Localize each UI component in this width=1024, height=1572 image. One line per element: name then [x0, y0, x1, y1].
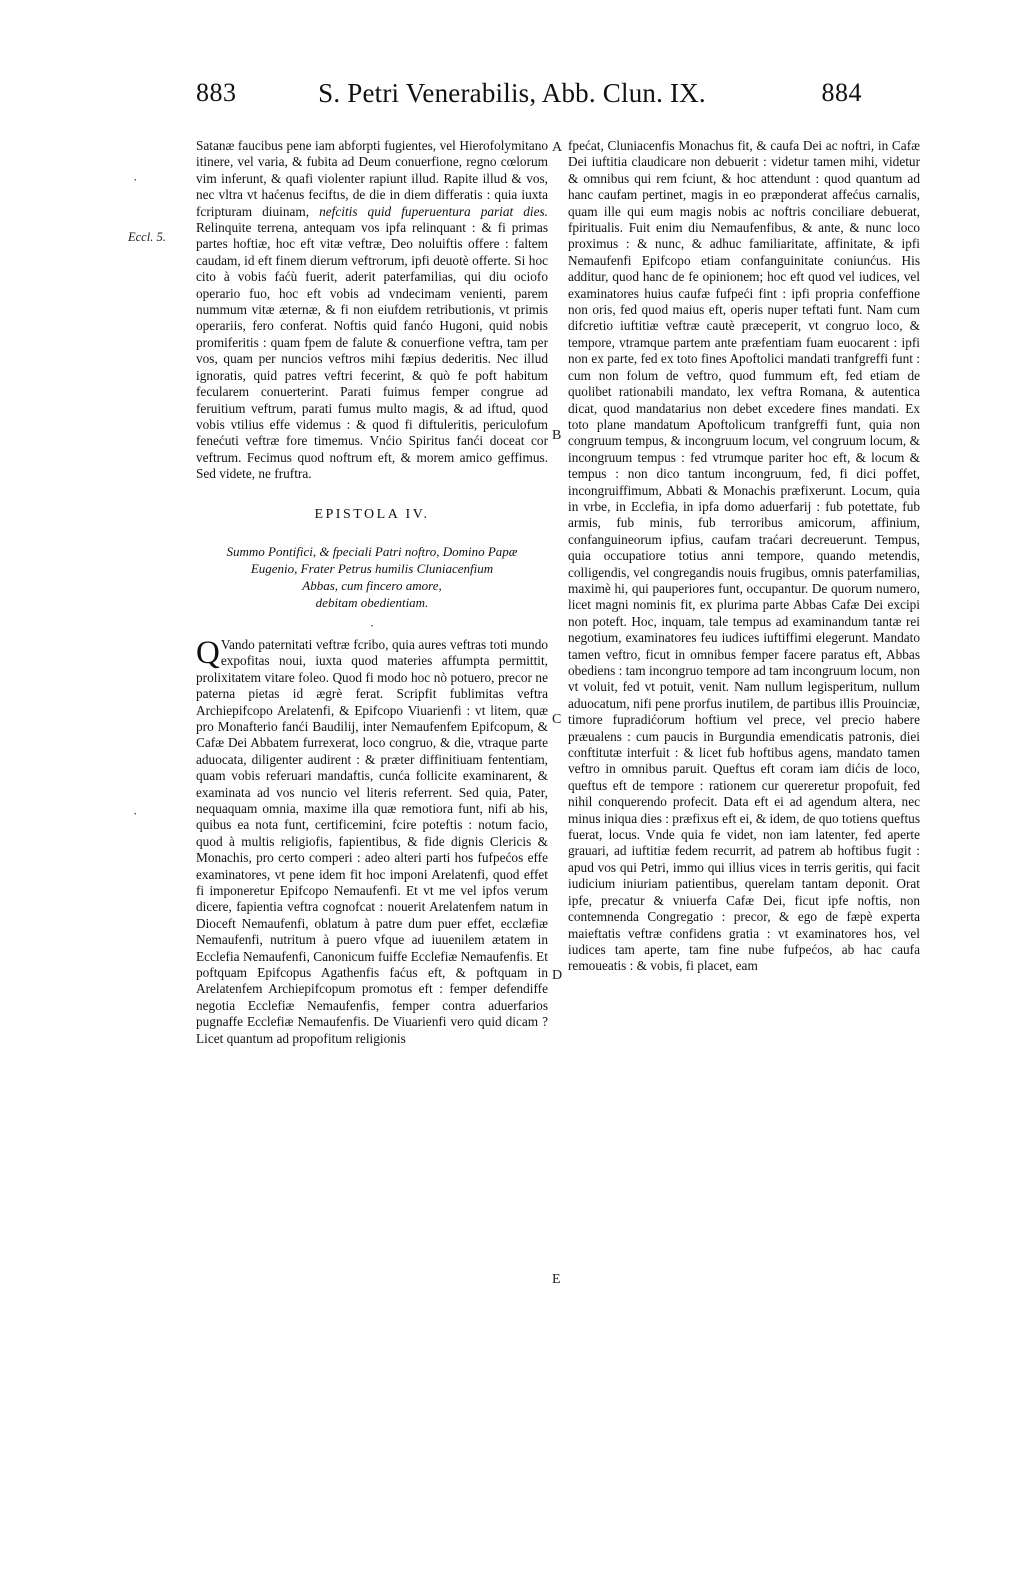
reference-letter-a: A [552, 140, 563, 155]
salutation-line-4: debitam obedientiam. [315, 594, 429, 610]
salutation-line-3: Abbas, cum fincero amore, [302, 577, 442, 593]
salutation-line-2: Eugenio, Frater Petrus humilis Cluniacenfium [250, 560, 494, 576]
epistola-heading: EPISTOLA IV. [314, 506, 430, 522]
reference-letter-d: D [552, 968, 563, 983]
right-text-column [568, 138, 920, 975]
reference-letter-e: E [552, 1272, 561, 1287]
letter-salutation [196, 543, 548, 611]
paragraph-spectat: fpećat, Cluniacenfis Monachus fit, & caufa Dei ac noftri, in Cafæ Dei iuftitia claudicare non debuerit : videtur tamen mihi, videtur & omnibus qui rem fciunt, & hoc attendunt : quod quantum ad hanc caufam pertinet, magis in eo præponderat affećus carnalis, quam ille qui eum magis nobis ac noftris conciliare debuerat, fpiritualis. Fuit enim diu Nemaufenfibus, & ante, & nunc loco proximus : & nunc, & adhuc familiaritate, affinitate, & ipfi Nemaufenfi Epifcopo etiam confanguinitate coniunćus. His additur, quod hanc de fe opinionem; hoc eft quod vel iudices, vel examinatores huius caufæ fufpeći fint : ipfi propria confeffione non oris, fed quod maius eft, operis nuper teftati funt. Nam cum difcretio iuftitiæ veftræ cautè præceperit, vt congruo loco, & tempore, vtramque partem ante præfentiam fuam euocarent : ipfi non ex parte, fed ex toto fines Apoftolici mandati tranfgreffi funt : cum non folum de veftro, quod fummum eft, fed etiam de quolibet rationabili mandato, lex veftra Romana, & autentica dicat, quod mandatarius non debet excedere fines mandati. Ex toto plane mandatum Apoftolicum tranfgreffi funt, quia non congruum tempus, & incongruum locum, vel congruum locum, & incongruum tempus : fed vtrumque pariter hoc eft, & locum & tempus : non dico tantum incongruum, fed, fi dici poffet, incongruiffimum, Abbati & Monachis præfixerunt. Locum, quia in vrbe, in Ecclefia, in ipfa domo aduerfarij : fub potettate, fub armis, fub minis, fub terroribus amicorum, affinium, confanguineorum ipfius, caufam traćari decreuerunt. Tempus, quia occupatiore totius anni tempore, quando metendis, colligendis, vel congregandis nouis frugibus, omnis paterfamilias, maximè hi, qui pauperiores funt, occupantur. De quorum numero, licet magni nominis fit, ex plurima parte Abbas Cafæ Dei excipi non poteft. Hoc, inquam, tale tempus ad examinandum tantæ rei negotium, examinatores feu iudices iuftiffimi elegerunt. Mandato tamen veftro, ficut in omnibus femper facere paratus eft, Abbas obediens : tam incongruo tempore ad tam incongruum locum, non vt voluit, fed vt potuit, venit. Nam nullum legisperitum, nullum aduocatum, nifi pene prorfus inutilem, de partibus illis Prouinciæ, timore fupradićorum hoftium vel prece, vel precio habere præualens : cum paucis in Burgundia emendicatis patronis, diei conftitutæ interfuit : & licet fub hoftibus agens, mandato tamen veftro in omnibus paruit. Queftus eft coram iam dićis de loco, queftus eft de tempore : rationem cur quereretur propofuit, fed nihil conquerendo profecit. Data eft ei ad agendum altera, nec minus iniqua dies : præfixus eft ei, & idem, de quo totiens queftus fuerat, locus. Vnde quia fe videt, non iam latenter, fed aperte grauari, ad iuftitiæ fedem recurrit, ad patrem ab hoftibus fugit : apud vos qui Petri, immo qui illius vices in terris geritis, qui facit iudicium iniuriam patientibus, querelam tantam deponit. Orat ipfe, precatur & vniuerfa Cafæ Dei, ficut ipfe noftis, non contemnenda Congregatio : precor, & ego de fæpè experta maieftatis veftræ confidens gratia : vt examinatores hos, vel iudices tam aperte, tam fine nube fufpećos, ab hac caufa remoueatis : & vobis, fi placet, eam [568, 138, 920, 974]
folio-number-right: 884 [821, 78, 862, 107]
margin-dot-upper: · [133, 172, 138, 187]
page-header [0, 78, 1024, 118]
ornament-dot: · [369, 617, 375, 633]
paragraph-quando-text: Vando paternitati veftræ fcribo, quia aures veftras toti mundo expofitas noui, iuxta quod materies affumpta permittit, prolixitatem vitare foleo. Quod fi modo hoc nò potuero, precor ne paterna pietas id ægrè ferat. Scripfit fublimitas veftra Archiepifcopo Arelatenfi, & Epifcopo Viuarienfi : vt litem, quæ pro Monafterio fanći Baudilij, inter Nemaufenfem Epifcopum, & Cafæ Dei Abbatem furrexerat, loco congruo, & die, vtraque parte aduocata, diligenter audirent : & præter diffinitiuam fententiam, quam vobis referuari mandaftis, cunća follicite examinarent, & examinata ad vos nuncio vel literis referrent. Sed quia, Pater, nequaquam omnia, maxime illa quæ remotiora funt, nifi ab his, quibus ea nota funt, certificemini, fcire poteftis : notum facio, quod à multis religiofis, fapientibus, & fide dignis Clericis & Monachis, pro certo comperi : adeo alteri parti hos fufpećos effe examinatores, vt pene idem fit hoc imponi Arelatenfi, quod effet fi imponeretur Epifcopo Nemaufenfi. Et vt me vel ipfos verum dicere, fapientia veftra cognofcat : nouerit Arelatenfem natum in Dioceft Nemaufenfi, oblatum à patre dum puer effet, ecclæfiæ Nemaufenfi, nutritum à puero vfque ad iuuenilem ætatem in Ecclefia Nemaufenfi, Canonicum fuiffe Ecclefiæ Nemaufenfis. Et poftquam Epifcopus Agathenfis faćus eft, & poftquam in Arelatenfem Archiepifcopum promotus eft : femper defendiffe negotia Ecclefiæ Nemaufenfis, femper contra aduerfarios pugnaffe Ecclefiæ Nemaufenfis. De Viuarienfi vero quid dicam ? Licet quantum ad propofitum religionis [196, 636, 548, 1046]
paragraph-quando [196, 634, 548, 1047]
drop-capital-q: Q [196, 634, 220, 671]
paragraph-satanae-part1: Satanæ faucibus pene iam abforpti fugientes, vel Hierofolymitano itinere, vel varia, & fubita ad Deum conuerfione, regno cœlorum vim inferunt, & quafi violenter rapiunt illud. Rapite illud & vos, nec vltra vt haćenus feciftıs, de die in diem differatis : quia iuxta fcripturam diuinam, [196, 138, 548, 219]
reference-letter-c: C [552, 712, 562, 727]
reference-letter-b: B [552, 428, 562, 443]
margin-dot-lower: · [133, 806, 138, 821]
paragraph-satanae [196, 138, 548, 483]
left-text-column [196, 138, 548, 1047]
folio-number-left: 883 [196, 78, 237, 107]
scripture-quote-italic: nefcitis quid fuperuentura pariat dies. [319, 203, 548, 219]
running-title: S. Petri Venerabilis, Abb. Clun. IX. [318, 78, 706, 108]
salutation-line-1: Summo Pontifici, & fpeciali Patri noftro, Domino Papæ [226, 543, 518, 559]
margin-note-scripture-ref: Eccl. 5. [128, 230, 166, 244]
paragraph-satanae-part2: Relinquite terrena, antequam vos ipfa relinquant : & fi primas partes hoftiæ, hoc eft vitæ veftræ, Deo noluiftis offere : faltem caudam, id eft finem dierum veftrorum, ipfi deuotè offerte. Si hoc cito à vobis faćù fuerit, aderit paterfamilias, qui diu ociofo operario fuo, hoc eft vobis ad vndecimam venienti, parem nummum vitæ æternæ, & fi non eiufdem retributionis, vt primis operariis, fero conferat. Noftis quid fanćo Hugoni, quid nobis promiferitis : quam fpem de falute & conuerfione veftra, tam per vos, quam per nuncios veftros mihi fæpius dederitis. Nec illud ignoratis, quid patres veftri fecerint, & quò fe poft habitum fecularem conuerterint. Parati fuimus femper congrue ad feruitium veftrum, parati fumus multo magis, & ad iftud, quod vobis vtilius effe videmus : & quod fi diftuleritis, periculofum fenećuti veftræ fore timemus. Vnćio Spiritus fanći doceat cor veftrum. Fecimus quod noftrum eft, & morem amico geffimus. Sed videte, ne fruftra. [196, 220, 548, 482]
